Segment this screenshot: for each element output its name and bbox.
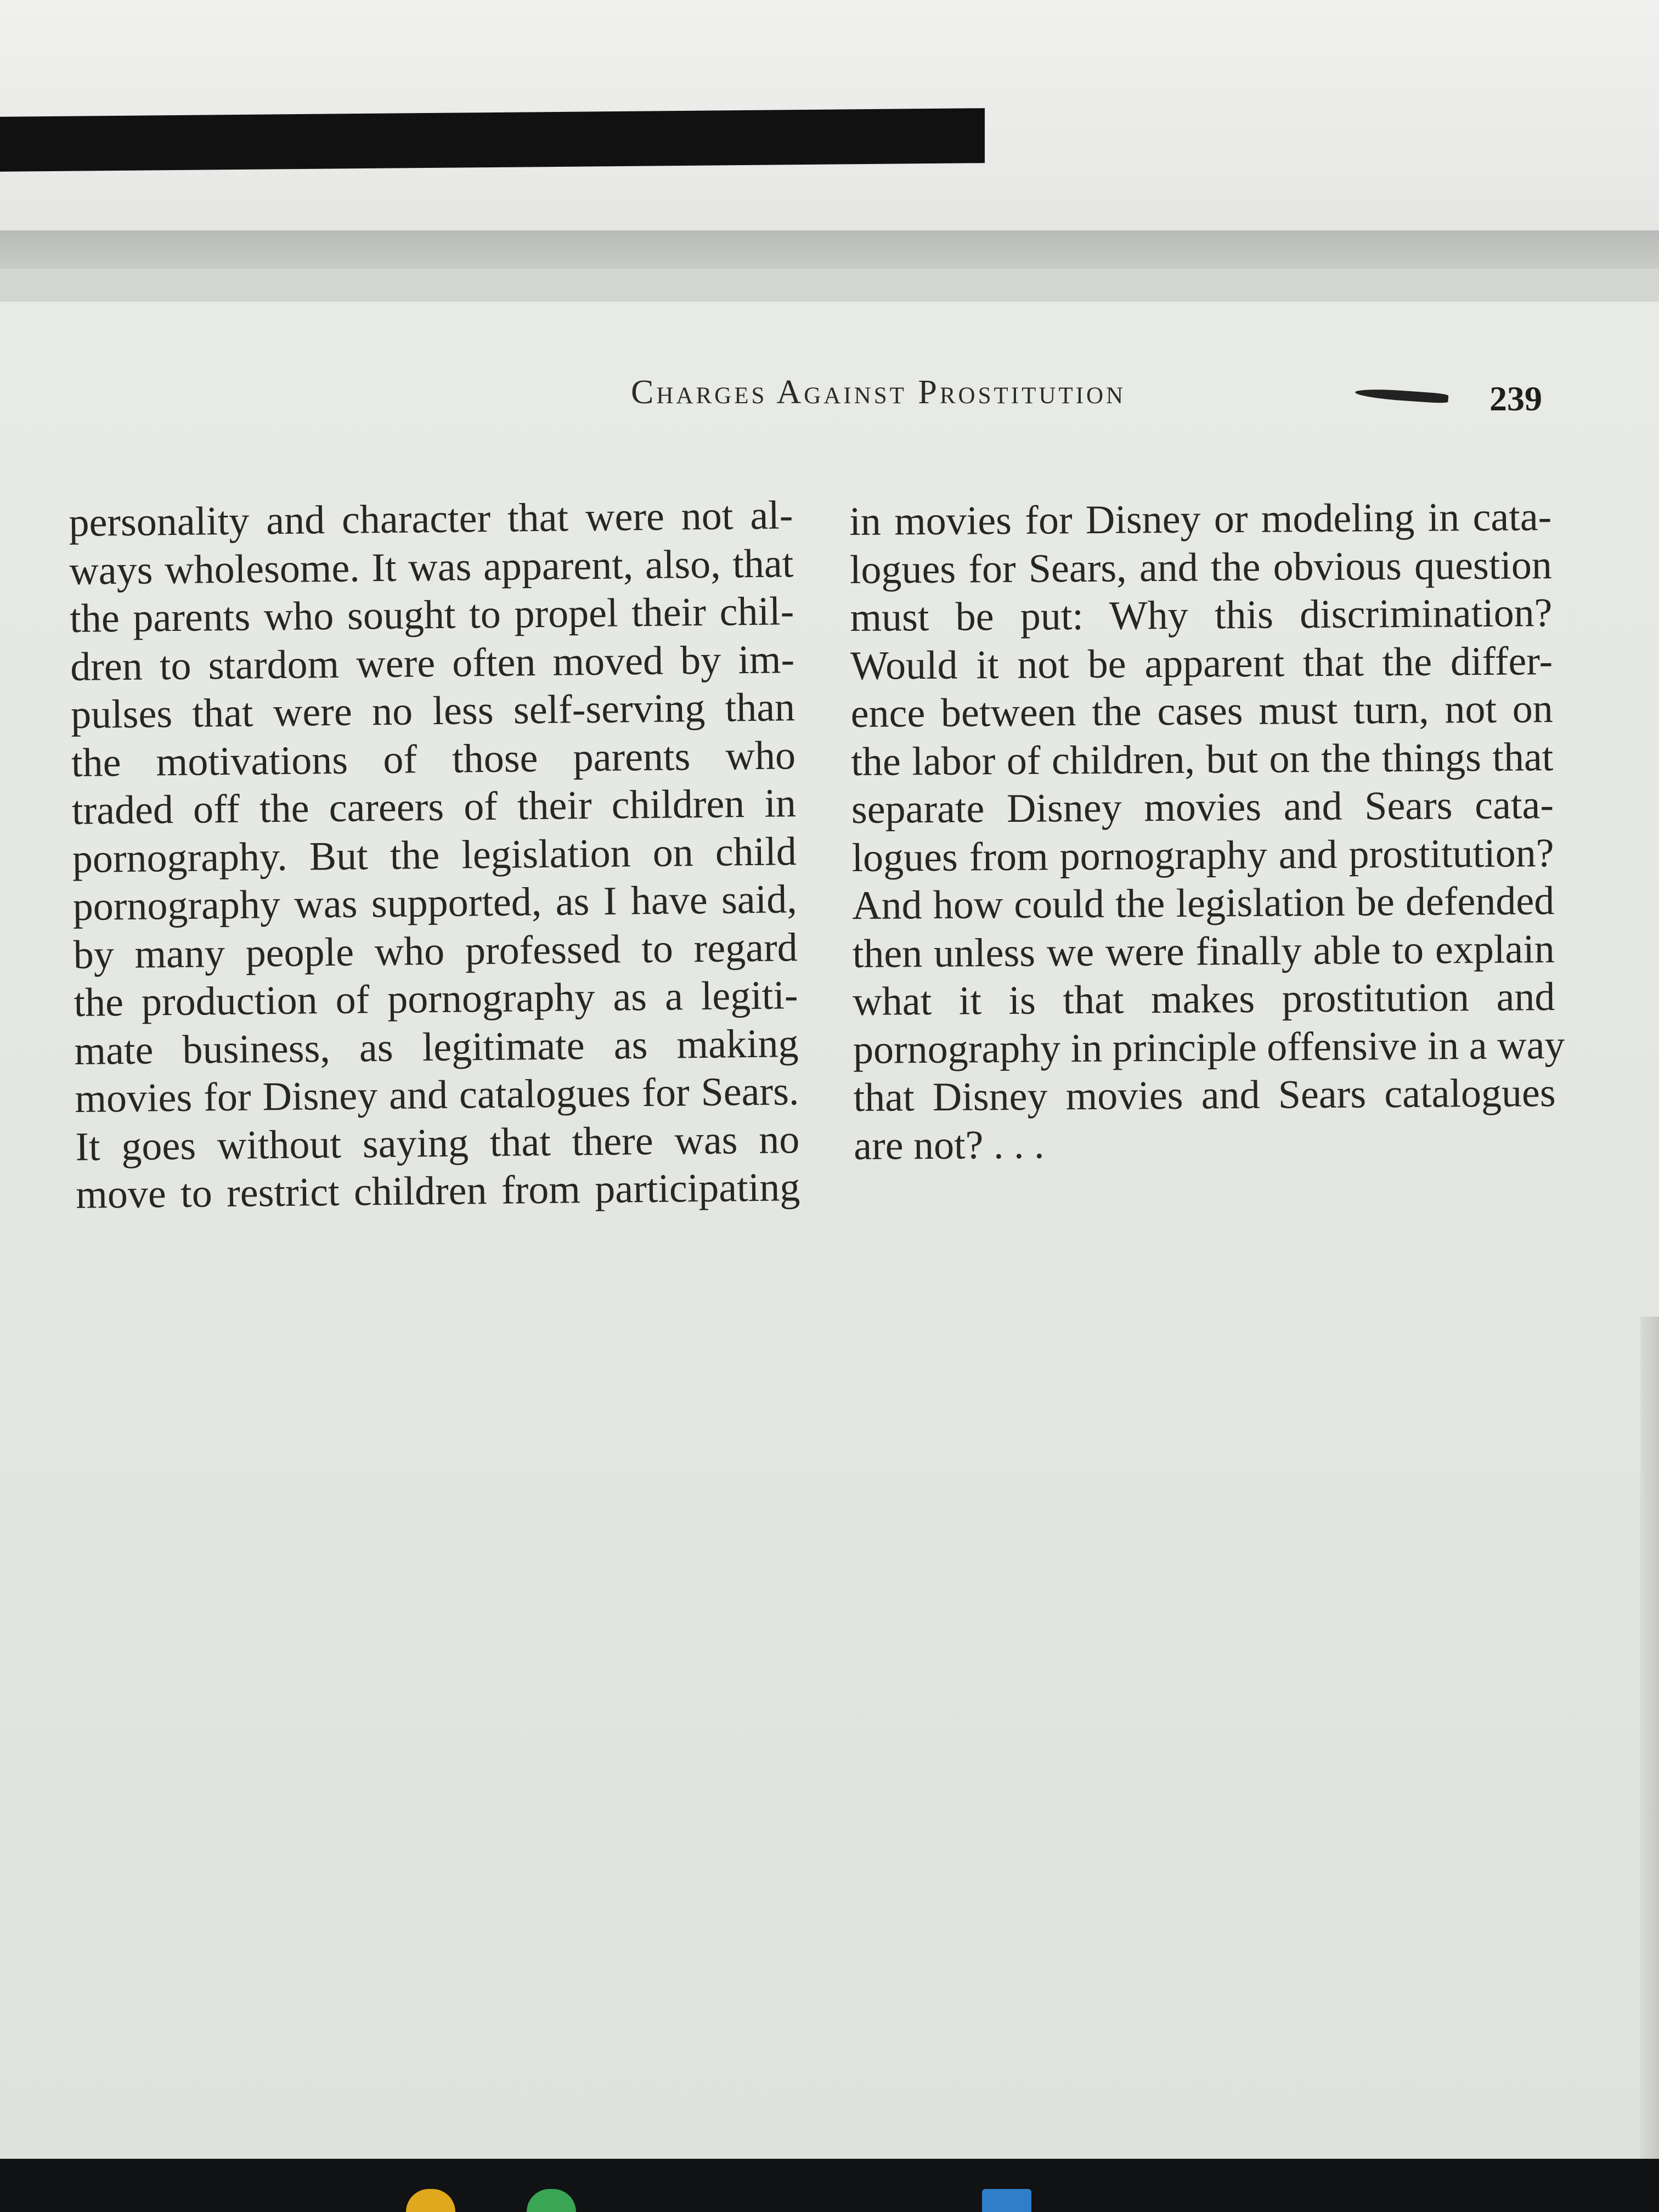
text-line: pulses that were no less self-serving than <box>70 685 795 737</box>
text-line: mate business, as legitimate as making <box>74 1020 799 1074</box>
divider-band <box>0 230 1659 269</box>
text-line: the labor of children, but on the things that <box>851 734 1554 785</box>
divider-band-lower <box>0 269 1659 302</box>
text-line: movies for Disney and catalogues for Sears. <box>75 1069 799 1121</box>
text-line: personality and character that were not al- <box>69 493 793 545</box>
text-line: Would it not be apparent that the differ- <box>850 638 1553 689</box>
text-line: ence between the cases must turn, not on <box>850 686 1553 736</box>
redaction-bar <box>0 108 985 172</box>
text-line: the motivations of those parents who <box>71 732 796 786</box>
left-column <box>69 492 800 1219</box>
right-column <box>849 493 1565 1170</box>
text-line: pornography. But the legislation on child <box>72 828 797 882</box>
text-line: pornography in principle offensive in a way <box>853 1022 1565 1073</box>
running-head-title: Charges Against Prostitution <box>631 374 1126 411</box>
text-line: logues from pornography and prostitution? <box>851 830 1554 881</box>
text-line: And how could the legislation be defended <box>851 878 1555 928</box>
text-line: then unless we were finally able to explain <box>852 926 1555 977</box>
text-line: that Disney movies and Sears catalogues <box>853 1070 1556 1120</box>
text-line: ways wholesome. It was apparent, also, that <box>69 540 794 594</box>
page-number: 239 <box>1489 379 1542 418</box>
text-line: the parents who sought to propel their chil- <box>69 589 794 641</box>
monitor-bezel-edge <box>1640 1317 1659 2159</box>
text-line: pornography was supported, as I have said, <box>72 877 798 929</box>
taskbar-app-icon[interactable] <box>982 2189 1031 2212</box>
text-line: separate Disney movies and Sears cata- <box>851 782 1554 832</box>
taskbar <box>0 2159 1659 2212</box>
text-line: in movies for Disney or modeling in cata- <box>849 494 1552 544</box>
text-line: It goes without saying that there was no <box>75 1116 800 1170</box>
text-line: must be put: Why this discrimination? <box>850 590 1553 640</box>
text-line: what it is that makes prostitution and <box>853 974 1555 1024</box>
text-line: dren to stardom were often moved by im- <box>70 636 795 690</box>
text-line: logues for Sears, and the obvious question <box>849 542 1553 592</box>
text-line: traded off the careers of their children in <box>71 781 797 833</box>
text-line: are not? . . . <box>853 1122 1045 1169</box>
text-line: by many people who professed to regard <box>73 924 798 978</box>
text-line: move to restrict children from participating <box>75 1165 800 1217</box>
text-line: the production of pornography as a legiti- <box>74 973 798 1025</box>
